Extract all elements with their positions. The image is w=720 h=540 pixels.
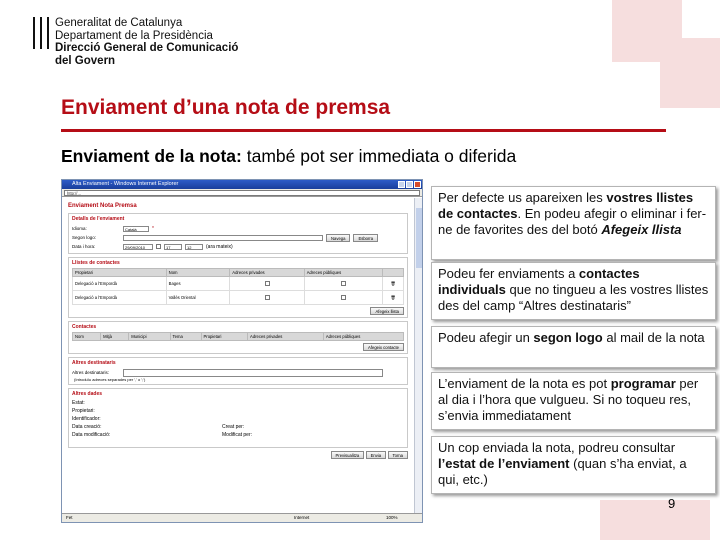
column-header: Propietari — [73, 269, 167, 277]
zoom-level[interactable]: 100% — [386, 515, 398, 520]
logo-stripes-icon — [33, 17, 49, 49]
date-input[interactable]: 29/09/2010 — [123, 244, 153, 250]
callout-text: vostres llistes de contactes — [438, 190, 694, 221]
browser-window-title: Alta Enviament - Windows Internet Explorer — [72, 181, 179, 187]
column-header: Municipi — [129, 333, 170, 341]
section-title: Altres destinataris — [72, 360, 116, 366]
section-altres-dades — [68, 388, 408, 448]
callout-text: Podeu fer enviaments a — [438, 266, 579, 281]
callout-estat — [431, 436, 716, 494]
previsualitza-button[interactable]: Previsualitza — [331, 451, 365, 459]
callout-contactes — [431, 262, 716, 320]
column-header: Nom — [73, 333, 101, 341]
callout-programar — [431, 372, 716, 430]
callout-text: al mail de la nota — [602, 330, 705, 345]
callout-text: contactes individuals — [438, 266, 640, 297]
slide-subtitle — [61, 146, 516, 167]
logo-line: Generalitat de Catalunya — [55, 17, 183, 29]
section-altres-destinataris — [68, 357, 408, 385]
callout-text: Un cop enviada la nota, podreu consultar — [438, 440, 676, 455]
title-rule — [61, 129, 666, 132]
section-title: Altres dades — [72, 391, 103, 397]
logo-line: Departament de la Presidència — [55, 29, 213, 42]
section-llistes — [68, 257, 408, 318]
status-text: Fet — [66, 515, 73, 520]
minute-select[interactable]: 12 — [185, 244, 203, 250]
cell-propietari: Delegació a l'Empordà — [73, 291, 167, 305]
subtitle-rest: també pot ser immediata o diferida — [241, 146, 517, 166]
address-bar — [62, 189, 422, 197]
dades-field-label: Estat: — [72, 400, 85, 406]
public-checkbox[interactable] — [341, 295, 346, 300]
watermark-block — [660, 38, 720, 108]
dades-field-label: Identificador: — [72, 416, 101, 422]
column-header: Nom — [166, 269, 230, 277]
afegeix-llista-button[interactable]: Afegeix llista — [370, 307, 404, 315]
afegeix-contacte-button[interactable]: Afegeix contacte — [363, 343, 404, 351]
internet-zone: Internet — [294, 515, 310, 520]
section-title: Llistes de contactes — [72, 260, 120, 266]
maximize-icon[interactable] — [406, 181, 413, 188]
idioma-label: Idioma: — [72, 226, 87, 231]
logo-line: Direcció General de Comunicació — [55, 42, 239, 54]
callout-text: l’estat de l’enviament — [438, 456, 570, 471]
hour-select[interactable]: 17 — [164, 244, 182, 250]
section-contactes — [68, 321, 408, 354]
altres-label: Altres destinataris: — [72, 370, 110, 375]
dades-field-label: Creat per: — [222, 424, 245, 430]
form-title: Enviament Nota Premsa — [68, 203, 137, 209]
llistes-table — [72, 268, 404, 305]
page-number: 9 — [668, 496, 676, 511]
altres-hint: (Introduïu adreces separades per ',' o ';') — [74, 377, 146, 382]
watermark-block — [600, 500, 710, 540]
callout-text: (quan s’ha enviat, a qui, etc.) — [438, 456, 687, 487]
status-bar — [62, 513, 422, 522]
minimize-icon[interactable] — [398, 181, 405, 188]
callout-text: programar — [610, 376, 676, 391]
dades-field-label: Data creació: — [72, 424, 102, 430]
column-header: Adreces públiques — [304, 269, 383, 277]
section-title: Detalls de l'enviament — [72, 216, 125, 222]
callout-text: Podeu afegir un — [438, 330, 534, 345]
private-checkbox[interactable] — [265, 295, 270, 300]
trash-icon[interactable]: 🗑 — [390, 294, 396, 300]
slide-title: Enviament d’una nota de premsa — [61, 96, 391, 119]
subtitle-bold: Enviament de la nota: — [61, 146, 242, 166]
logo-line: del Govern — [55, 54, 116, 67]
dades-field-label: Propietari: — [72, 408, 95, 414]
callout-text: . En podeu afegir o eliminar i fer-ne de favorites des del botó — [438, 206, 707, 237]
browser-title-bar — [62, 180, 422, 189]
esborra-button[interactable]: Esborra — [353, 234, 378, 242]
callout-text: Per defecte us apareixen les — [438, 190, 607, 205]
column-header: Mitjà — [101, 333, 129, 341]
navega-button[interactable]: Navega — [326, 234, 350, 242]
cell-propietari: Delegació a l'Empordà — [73, 277, 167, 291]
table-row — [73, 291, 404, 305]
callout-text: per al dia i l’hora que vulgueu. Si no toqueu res, s’envia immediatament — [438, 376, 699, 423]
cell-nom: Vallès Oriental — [166, 291, 230, 305]
section-detalls: Detalls de l'enviament Idioma: Català * Segon logo: Navega Esborra Data i hora: 29/09/2010 17 12 (ara mateix) — [68, 213, 408, 254]
table-row — [73, 277, 404, 291]
column-header: Adreces públiques — [323, 333, 403, 341]
generalitat-logo — [33, 17, 238, 67]
close-icon[interactable] — [414, 181, 421, 188]
dades-field-label: Modificat per: — [222, 432, 253, 438]
column-header: Tema — [170, 333, 201, 341]
ara-mateix-link[interactable]: (ara mateix) — [206, 243, 233, 250]
idioma-select[interactable]: Català — [123, 226, 149, 232]
form-page — [62, 198, 414, 513]
column-header: Adreces privades — [248, 333, 324, 341]
section-title: Contactes — [72, 324, 97, 330]
altres-destinataris-input[interactable] — [123, 369, 383, 377]
address-input[interactable]: http://... — [64, 190, 420, 196]
private-checkbox[interactable] — [265, 281, 270, 286]
column-header: Adreces privades — [230, 269, 304, 277]
public-checkbox[interactable] — [341, 281, 346, 286]
callout-llistes: Per defecte us apareixen les vostres llistes de contactes. En podeu afegir o eliminar i fer-ne de favorites des del botó Afegeix llista — [431, 186, 716, 260]
torna-button[interactable]: Torna — [388, 451, 408, 459]
dades-field-label: Data modificació: — [72, 432, 111, 438]
data-label: Data i hora: — [72, 244, 96, 249]
segon-logo-label: Segon logo: — [72, 235, 97, 240]
contactes-table — [72, 332, 404, 341]
callout-text: segon logo — [533, 330, 603, 345]
callout-segon-logo — [431, 326, 716, 368]
envia-button[interactable]: Envia — [366, 451, 386, 459]
calendar-icon[interactable] — [156, 244, 161, 249]
cell-nom: Bages — [166, 277, 230, 291]
vertical-scrollbar[interactable] — [414, 198, 422, 513]
column-header: Propietari — [201, 333, 248, 341]
callout-text: que no tingueu a les vostres llistes des del camp “Altres destinataris” — [438, 282, 709, 313]
segon-logo-input[interactable] — [123, 235, 323, 241]
trash-icon[interactable]: 🗑 — [390, 280, 396, 286]
browser-window-screenshot — [61, 179, 423, 523]
callout-text: L’enviament de la nota es pot — [438, 376, 611, 391]
